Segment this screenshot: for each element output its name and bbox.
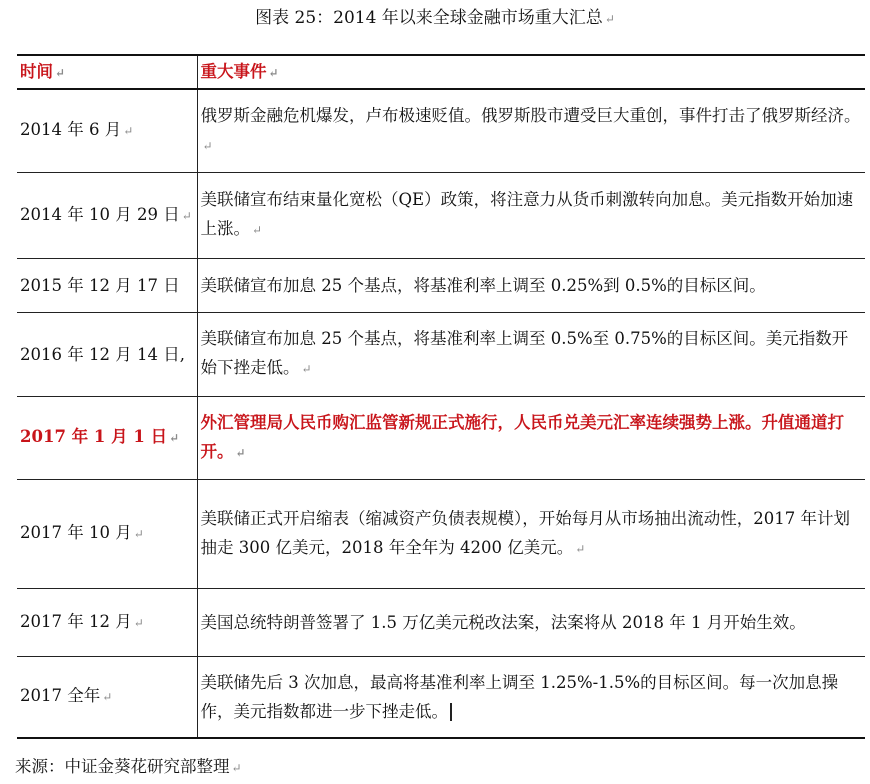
table-header-row (17, 55, 865, 89)
time-cell (17, 588, 197, 656)
text-cursor-icon (450, 703, 452, 721)
paragraph-mark-icon: ↵ (301, 362, 312, 376)
paragraph-mark-icon: ↵ (133, 527, 144, 541)
event-cell (197, 396, 865, 479)
event-cell (197, 258, 865, 312)
figure-title (0, 6, 870, 31)
header-event-label: 重大事件 (200, 61, 267, 81)
event-text: 美国总统特朗普签署了 1.5 万亿美元税改法案，法案将从 2018 年 1 月开始生效。 (200, 612, 806, 632)
event-text: 美联储先后 3 次加息，最高将基准利率上调至 1.25%-1.5%的目标区间。每一次加息操作，美元指数都进一步下挫走低。 (200, 672, 839, 721)
event-cell (197, 656, 865, 738)
time-text: 2017 年 1 月 1 日 (20, 427, 168, 446)
event-cell (197, 588, 865, 656)
event-text: 外汇管理局人民币购汇监管新规正式施行，人民币兑美元汇率连续强势上涨。升值通道打开。 (200, 412, 844, 461)
event-text: 俄罗斯金融危机爆发，卢布极速贬值。俄罗斯股市遭受巨大重创，事件打击了俄罗斯经济。 (200, 105, 861, 125)
paragraph-mark-icon: ↵ (123, 124, 134, 139)
paragraph-mark-icon: ↵ (181, 208, 192, 223)
event-cell (197, 172, 865, 258)
paragraph-mark-icon: ↵ (169, 431, 180, 445)
table-row (17, 172, 865, 258)
table-row (17, 258, 865, 312)
event-text: 美联储宣布结束量化宽松（QE）政策，将注意力从货币刺激转向加息。美元指数开始加速上涨。 (200, 190, 854, 238)
time-text: 2017 年 10 月 (20, 523, 132, 542)
time-cell (17, 396, 197, 479)
time-cell (17, 172, 197, 258)
table-row (17, 312, 865, 396)
table-row (17, 588, 865, 656)
events-table (17, 54, 865, 739)
time-cell (17, 258, 197, 312)
paragraph-mark-icon: ↵ (575, 541, 586, 556)
time-text: 2017 全年 (20, 686, 101, 706)
source-note (15, 754, 242, 781)
paragraph-mark-icon: ↵ (231, 761, 242, 775)
paragraph-mark-icon: ↵ (268, 65, 279, 80)
event-text: 美联储宣布加息 25 个基点，将基准利率上调至 0.5%至 0.75%的目标区间。美元指数开始下挫走低。 (200, 329, 849, 377)
time-cell (17, 656, 197, 738)
table-row (17, 89, 865, 172)
paragraph-mark-icon: ↵ (604, 12, 615, 26)
header-cell-time (17, 55, 197, 89)
paragraph-mark-icon: ↵ (235, 445, 246, 460)
time-text: 2014 年 6 月 (20, 120, 122, 140)
event-cell (197, 479, 865, 588)
table-row (17, 479, 865, 588)
time-text: 2014 年 10 月 29 日 (20, 204, 180, 224)
time-cell (17, 312, 197, 396)
time-text: 2016 年 12 月 14 日, (20, 344, 185, 364)
time-text: 2017 年 12 月 (20, 611, 132, 631)
event-cell (197, 312, 865, 396)
paragraph-mark-icon: ↵ (202, 138, 213, 153)
paragraph-mark-icon: ↵ (252, 223, 263, 237)
event-text: 美联储宣布加息 25 个基点，将基准利率上调至 0.25%到 0.5%的目标区间。 (200, 275, 766, 295)
header-cell-event (197, 55, 865, 89)
figure-title-text: 图表 25：2014 年以来全球金融市场重大汇总 (255, 8, 603, 28)
time-cell (17, 89, 197, 172)
time-text: 2015 年 12 月 17 日 (20, 275, 180, 295)
time-cell (17, 479, 197, 588)
paragraph-mark-icon: ↵ (55, 65, 66, 80)
event-cell (197, 89, 865, 172)
source-text: 来源：中证金葵花研究部整理 (15, 757, 230, 776)
event-text: 美联储正式开启缩表（缩减资产负债表规模），开始每月从市场抽出流动性，2017 年计划抽走 300 亿美元，2018 年全年为 4200 亿美元。 (200, 508, 850, 557)
table-row-highlight (17, 396, 865, 479)
paragraph-mark-icon: ↵ (133, 615, 144, 630)
table-row (17, 656, 865, 738)
header-time-label: 时间 (20, 61, 53, 81)
paragraph-mark-icon: ↵ (102, 690, 113, 705)
